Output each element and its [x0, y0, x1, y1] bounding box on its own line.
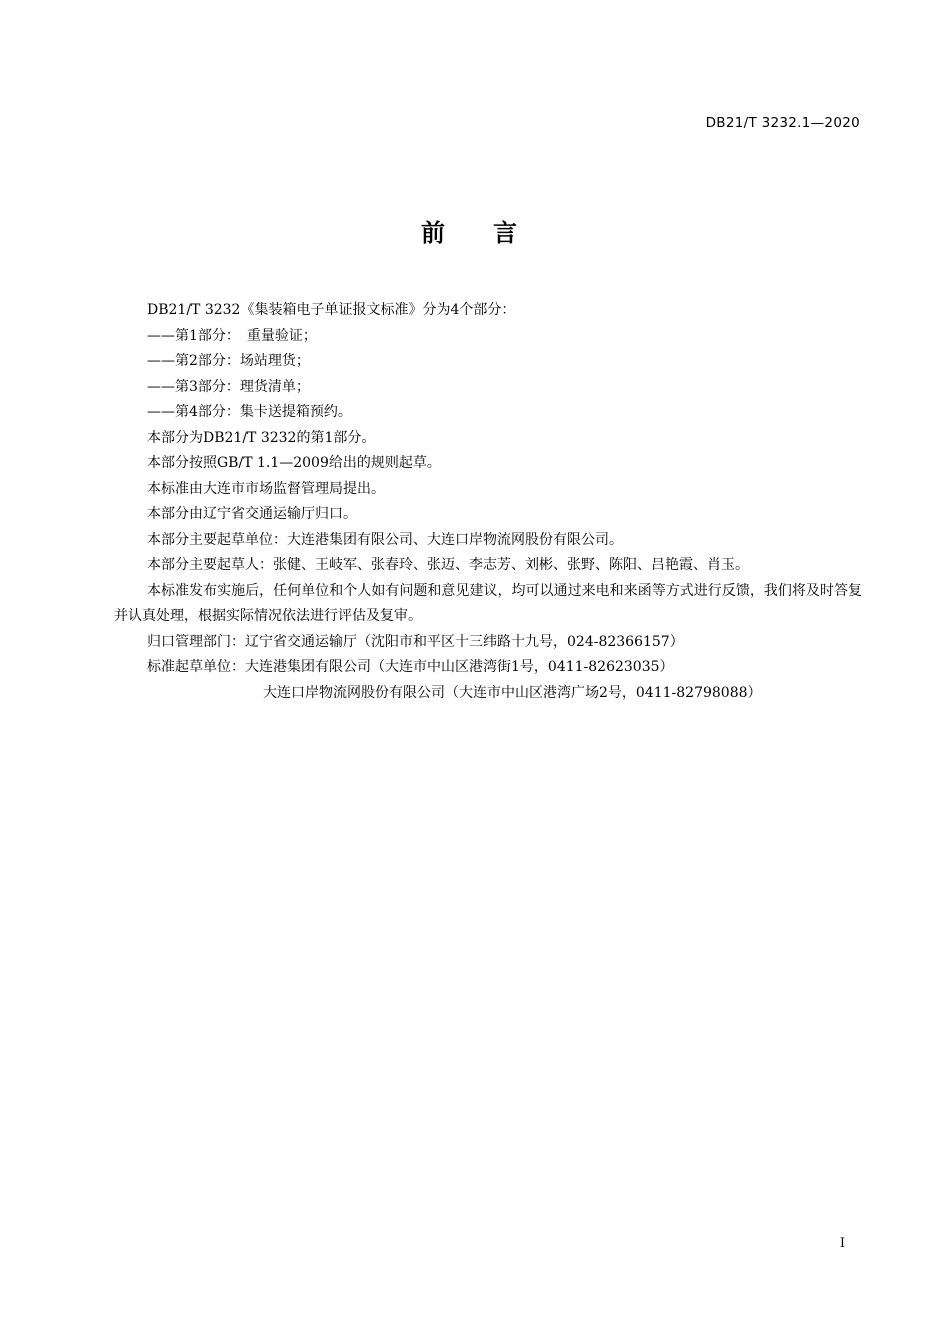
list-item-part-1: ——第1部分： 重量验证； — [147, 327, 317, 344]
list-item-part-3: ——第3部分：理货清单； — [147, 378, 310, 395]
foreword-body — [114, 298, 862, 706]
paragraph-intro: DB21/T 3232《集装箱电子单证报文标准》分为4个部分： — [147, 302, 516, 318]
paragraph-management-dept: 归口管理部门：辽宁省交通运输厅（沈阳市和平区十三纬路十九号，024-82366157） — [147, 633, 684, 650]
page-number: I — [839, 1236, 845, 1251]
paragraph-drafting-unit-2: 大连口岸物流网股份有限公司（大连市中山区港湾广场2号，0411-82798088） — [263, 684, 762, 701]
paragraph-drafting-rules: 本部分按照GB/T 1.1—2009给出的规则起草。 — [147, 455, 441, 471]
paragraph-part-statement: 本部分为DB21/T 3232的第1部分。 — [147, 429, 376, 446]
page-title: 前言 — [421, 219, 565, 247]
list-item-part-4: ——第4部分：集卡送提箱预约。 — [147, 404, 352, 420]
paragraph-proposer: 本标准由大连市市场监督管理局提出。 — [147, 480, 385, 497]
list-item-part-2: ——第2部分：场站理货； — [147, 353, 310, 369]
paragraph-drafters: 本部分主要起草人：张健、王岐军、张春玲、张迈、李志芳、刘彬、张野、陈阳、吕艳霞、肖玉。 — [147, 557, 749, 573]
paragraph-feedback: 本标准发布实施后，任何单位和个人如有问题和意见建议，均可以通过来电和来函等方式进行反馈，我们将及时答复并认真处理，根据实际情况依法进行评估及复审。 — [114, 582, 862, 624]
paragraph-drafting-unit-1: 标准起草单位：大连港集团有限公司（大连市中山区港湾街1号，0411-82623035） — [147, 659, 674, 675]
paragraph-centralized-by: 本部分由辽宁省交通运输厅归口。 — [147, 506, 357, 522]
paragraph-drafting-units: 本部分主要起草单位：大连港集团有限公司、大连口岸物流网股份有限公司。 — [147, 531, 623, 548]
document-code: DB21/T 3232.1—2020 — [705, 115, 860, 131]
